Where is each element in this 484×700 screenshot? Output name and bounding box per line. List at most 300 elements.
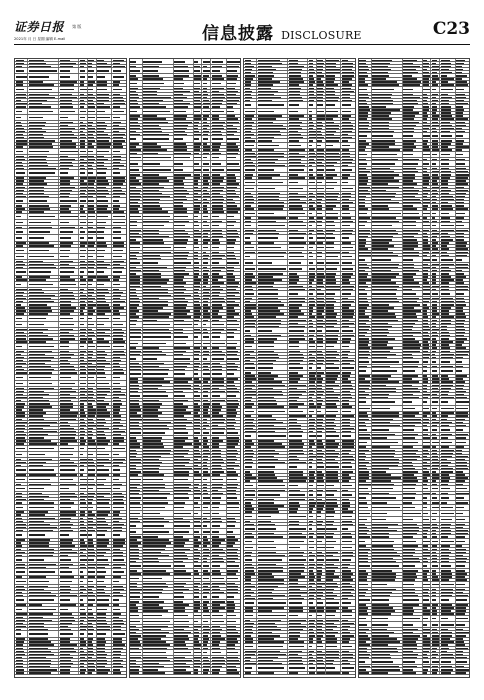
table-cell [227, 656, 240, 658]
cell-text [113, 97, 123, 98]
table-cell [59, 665, 79, 667]
cell-text [227, 66, 238, 67]
table-cell [59, 322, 79, 327]
table-cell [97, 616, 112, 618]
table-cell [97, 625, 112, 627]
cell-text [203, 497, 210, 499]
cell-text [203, 632, 209, 633]
cell-text [113, 571, 124, 573]
table-cell [15, 359, 28, 361]
cell-text [113, 146, 124, 147]
cell-text [88, 459, 93, 460]
cell-text [80, 388, 86, 389]
table-cell [143, 569, 174, 571]
cell-text [60, 617, 75, 618]
cell-text [174, 149, 187, 150]
cell-text [97, 638, 104, 639]
table-cell [97, 328, 112, 330]
cell-text [194, 657, 201, 658]
table-cell [211, 109, 226, 114]
cell-text [194, 216, 198, 218]
cell-text [227, 61, 239, 63]
table-cell [194, 631, 203, 633]
cell-text [29, 279, 46, 280]
cell-text [227, 635, 239, 636]
table-cell [112, 359, 125, 361]
cell-text [212, 570, 221, 571]
cell-text [97, 539, 109, 540]
table-cell [28, 208, 59, 210]
table-cell [79, 371, 88, 373]
table-cell [15, 158, 28, 160]
masthead-info-line: 2021年 月 日 星期 编辑 E-mail [14, 37, 66, 41]
cell-text [174, 94, 183, 95]
table-cell [130, 647, 143, 649]
cell-text [130, 199, 140, 200]
cell-text [113, 89, 122, 91]
table-cell [174, 208, 194, 210]
table-cell [15, 183, 28, 185]
cell-text [80, 304, 87, 305]
table-cell [28, 579, 59, 584]
cell-text [194, 406, 200, 407]
table-cell [202, 186, 211, 188]
cell-text [194, 225, 199, 227]
cell-text [16, 261, 23, 262]
cell-text [29, 301, 54, 302]
cell-text [174, 332, 183, 333]
table-cell [112, 409, 125, 411]
table-cell [59, 638, 79, 640]
cell-text [88, 511, 92, 512]
table-cell [211, 619, 226, 624]
table-cell [97, 464, 112, 466]
table-cell [174, 223, 194, 228]
cell-text [88, 462, 93, 463]
table-cell [211, 607, 226, 609]
cell-text [113, 576, 121, 577]
table-cell [130, 347, 143, 349]
table-cell [15, 631, 28, 636]
cell-text [60, 276, 71, 277]
table-cell [88, 65, 97, 67]
cell-text [212, 174, 221, 175]
table-cell [130, 402, 143, 404]
table-cell [97, 638, 112, 640]
cell-text [97, 552, 106, 553]
table-cell [97, 415, 112, 417]
cell-text [143, 354, 166, 355]
table-cell [130, 269, 143, 271]
table-cell [59, 279, 79, 281]
table-cell [227, 242, 240, 244]
table-cell [194, 81, 203, 86]
table-cell [59, 381, 79, 386]
table-cell [143, 319, 174, 321]
cell-text [203, 626, 209, 627]
cell-text [212, 443, 220, 444]
cell-text [29, 391, 44, 392]
table-cell [227, 455, 240, 457]
cell-text [194, 174, 200, 175]
table-cell [28, 84, 59, 86]
cell-text [97, 318, 108, 320]
table-cell [174, 600, 194, 602]
cell-text [88, 354, 93, 355]
table-cell [79, 139, 88, 141]
cell-text [203, 385, 210, 386]
section-title [202, 19, 362, 44]
table-cell [143, 109, 174, 114]
table-cell [59, 545, 79, 547]
table-cell [202, 631, 211, 633]
table-cell [112, 133, 125, 135]
cell-text [113, 604, 119, 605]
table-cell [130, 631, 143, 633]
cell-text [194, 351, 200, 352]
cell-text [174, 163, 183, 165]
cell-text [143, 347, 159, 348]
table-cell [194, 406, 203, 408]
cell-text [143, 555, 169, 556]
cell-text [97, 412, 110, 413]
cell-text [174, 221, 189, 222]
table-cell [79, 269, 88, 274]
table-cell [202, 467, 211, 469]
cell-text [143, 428, 169, 429]
table-cell [28, 368, 59, 370]
table-cell [88, 594, 97, 596]
table-cell [130, 573, 143, 575]
cell-text [16, 459, 22, 460]
table-cell [227, 582, 240, 584]
table-cell [227, 474, 240, 476]
table-cell [211, 644, 226, 646]
cell-text [130, 292, 136, 293]
table-cell [130, 74, 143, 76]
cell-text [29, 440, 51, 441]
cell-text [88, 474, 94, 475]
cell-text [29, 549, 54, 550]
table-cell [97, 96, 112, 98]
table-cell [211, 554, 226, 556]
cell-text [212, 270, 221, 271]
table-cell [15, 96, 28, 98]
table-cell [15, 542, 28, 544]
cell-text [16, 613, 27, 614]
cell-text [60, 493, 75, 494]
cell-text [16, 604, 27, 605]
cell-text [29, 617, 43, 618]
cell-text [29, 237, 45, 239]
table-cell [79, 149, 88, 154]
cell-text [16, 227, 22, 228]
table-cell [143, 121, 174, 123]
table-cell [211, 266, 226, 268]
cell-text [88, 599, 95, 601]
table-cell [97, 143, 112, 145]
table-cell [211, 136, 226, 141]
table-row [130, 672, 241, 675]
table-cell [174, 59, 194, 64]
cell-text [194, 652, 201, 654]
cell-text [29, 363, 46, 364]
cell-text [97, 146, 110, 147]
cell-text [194, 91, 199, 92]
cell-text [97, 660, 107, 661]
cell-text [80, 422, 85, 423]
table-cell [130, 489, 143, 491]
cell-text [113, 143, 123, 144]
table-cell [194, 668, 203, 670]
cell-text [80, 377, 87, 379]
cell-text [16, 484, 22, 485]
cell-text [113, 295, 121, 296]
cell-text [194, 163, 198, 165]
table-cell [79, 393, 88, 395]
table-cell [88, 294, 97, 296]
table-cell [112, 452, 125, 457]
table-cell [194, 492, 203, 494]
table-cell [194, 127, 203, 129]
cell-text [113, 586, 123, 587]
cell-text [113, 448, 125, 450]
table-cell [174, 87, 194, 89]
table-cell [97, 668, 112, 670]
cell-text [130, 304, 139, 305]
table-cell [59, 492, 79, 494]
cell-text [29, 310, 53, 311]
cell-text [60, 620, 75, 621]
cell-text [29, 100, 47, 101]
cell-text [88, 514, 94, 515]
table-cell [227, 313, 240, 315]
table-cell [194, 634, 203, 636]
table-cell [202, 458, 211, 460]
cell-text [80, 276, 84, 277]
table-cell [97, 59, 112, 61]
cell-text [60, 383, 75, 385]
table-cell [28, 458, 59, 460]
table-cell [97, 214, 112, 219]
cell-text [212, 446, 219, 447]
cell-text [143, 453, 170, 454]
cell-text [88, 292, 94, 293]
cell-text [16, 530, 24, 531]
cell-text [174, 255, 188, 256]
cell-text [143, 373, 168, 375]
table-cell [88, 588, 97, 590]
cell-text [143, 190, 159, 191]
cell-text [88, 363, 92, 364]
table-cell [143, 279, 174, 281]
table-cell [79, 316, 88, 321]
table-cell [15, 344, 28, 349]
table-cell [174, 279, 194, 281]
cell-text [143, 493, 170, 494]
table-cell [59, 68, 79, 73]
cell-text [60, 341, 69, 342]
cell-text [80, 599, 84, 601]
cell-text [203, 183, 210, 184]
table-cell [211, 242, 226, 244]
cell-text [113, 431, 125, 432]
cell-text [227, 310, 235, 311]
table-cell [15, 409, 28, 411]
cell-text [29, 409, 43, 410]
table-cell [97, 350, 112, 352]
cell-text [212, 549, 223, 550]
table-cell [143, 560, 174, 562]
cell-text [174, 610, 185, 611]
cell-text [203, 292, 209, 293]
cell-text [80, 193, 85, 194]
cell-text [29, 648, 48, 649]
cell-text [113, 111, 124, 113]
table-cell [202, 486, 211, 488]
cell-text [130, 652, 141, 654]
table-cell [88, 638, 97, 640]
table-cell [194, 242, 203, 244]
table-cell [97, 161, 112, 163]
table-cell [174, 569, 194, 571]
cell-text [194, 262, 199, 264]
cell-text [88, 81, 95, 82]
cell-text [203, 660, 209, 661]
table-cell [202, 192, 211, 194]
table-cell [202, 539, 211, 541]
cell-text [113, 488, 120, 490]
cell-text [29, 422, 57, 423]
cell-text [88, 465, 94, 466]
table-cell [88, 514, 97, 516]
table-cell [88, 337, 97, 339]
cell-text [130, 525, 136, 527]
table-cell [130, 501, 143, 503]
cell-text [130, 545, 138, 546]
table-cell [130, 569, 143, 571]
cell-text [130, 103, 138, 104]
cell-text [60, 304, 71, 305]
cell-text [227, 552, 237, 553]
cell-text [203, 111, 210, 113]
table-cell [112, 628, 125, 630]
cell-text [80, 524, 84, 525]
cell-text [113, 134, 125, 135]
table-cell [79, 613, 88, 615]
table-cell [211, 272, 226, 274]
cell-text [16, 193, 24, 194]
cell-text [60, 440, 77, 441]
table-cell [28, 594, 59, 596]
table-cell [28, 130, 59, 132]
table-cell [97, 170, 112, 175]
cell-text [97, 511, 110, 512]
table-cell [194, 569, 203, 571]
table-cell [130, 204, 143, 206]
cell-text [88, 60, 94, 61]
table-cell [194, 520, 203, 522]
table-cell [88, 245, 97, 247]
cell-text [97, 122, 105, 123]
table-cell [174, 229, 194, 231]
cell-text [194, 324, 198, 326]
cell-text [174, 428, 186, 429]
cell-text [88, 366, 95, 367]
table-cell [28, 406, 59, 408]
table-cell [194, 353, 203, 355]
table-cell [112, 396, 125, 398]
table-cell [202, 353, 211, 355]
table-cell [143, 211, 174, 213]
table-cell [227, 365, 240, 367]
cell-text [130, 202, 138, 203]
table-cell [112, 505, 125, 510]
table-cell [211, 288, 226, 290]
cell-text [80, 383, 87, 385]
cell-text [80, 571, 84, 573]
table-cell [202, 535, 211, 537]
cell-text [16, 638, 26, 639]
cell-text [60, 488, 69, 490]
table-cell [194, 310, 203, 312]
table-cell [79, 498, 88, 500]
table-cell [211, 149, 226, 151]
cell-text [212, 301, 225, 302]
table-cell [130, 427, 143, 429]
cell-text [60, 168, 69, 169]
cell-text [143, 474, 164, 475]
table-cell [97, 433, 112, 435]
cell-text [194, 196, 201, 197]
cell-text [113, 304, 120, 305]
table-cell [143, 390, 174, 392]
table-cell [194, 102, 203, 104]
table-cell [59, 263, 79, 265]
cell-text [174, 295, 191, 296]
table-cell [28, 409, 59, 411]
cell-text [203, 143, 207, 144]
table-cell [194, 118, 203, 120]
table-cell [130, 659, 143, 661]
cell-text [174, 565, 185, 567]
table-cell [143, 93, 174, 95]
table-cell [202, 576, 211, 581]
cell-text [130, 329, 141, 330]
cell-text [212, 589, 221, 590]
table-cell [97, 542, 112, 544]
table-cell [194, 319, 203, 321]
table-cell [88, 307, 97, 309]
cell-text [29, 208, 50, 209]
table-cell [194, 591, 203, 593]
table-cell [28, 433, 59, 435]
table-cell [59, 139, 79, 141]
cell-text [143, 163, 160, 165]
table-cell [202, 87, 211, 89]
table-cell [79, 143, 88, 145]
edition-label: 第 版 [72, 23, 82, 29]
cell-text [88, 394, 93, 395]
cell-text [212, 391, 225, 392]
table-cell [202, 393, 211, 398]
cell-text [143, 497, 167, 499]
cell-text [203, 211, 208, 212]
cell-text [60, 146, 76, 147]
cell-text [29, 511, 48, 512]
table-cell [79, 668, 88, 670]
table-cell [88, 501, 97, 503]
